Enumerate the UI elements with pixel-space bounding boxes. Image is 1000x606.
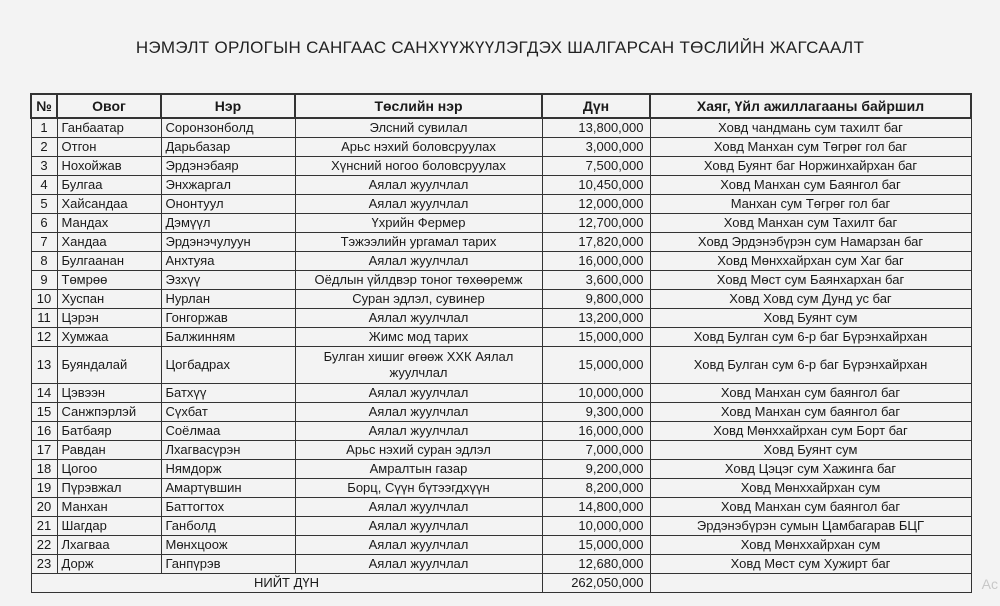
- row-surname: Ганбаатар: [57, 118, 161, 138]
- table-row: [31, 384, 971, 403]
- row-amount: 7,000,000: [542, 441, 650, 460]
- row-name: Ганпүрэв: [161, 555, 295, 574]
- table-row: [31, 309, 971, 328]
- row-name: Дэмүүл: [161, 214, 295, 233]
- row-project: Оёдлын үйлдвэр тоног төхөөремж: [295, 271, 542, 290]
- table-row: [31, 328, 971, 347]
- row-number: 5: [31, 195, 57, 214]
- row-name: Соёлмаа: [161, 422, 295, 441]
- row-number: 10: [31, 290, 57, 309]
- row-project: Жимс мод тарих: [295, 328, 542, 347]
- row-project: Аялал жуулчлал: [295, 252, 542, 271]
- row-name: Энхжаргал: [161, 176, 295, 195]
- row-surname: Батбаяр: [57, 422, 161, 441]
- row-surname: Булгаа: [57, 176, 161, 195]
- row-surname: Пүрэвжал: [57, 479, 161, 498]
- row-number: 3: [31, 157, 57, 176]
- table-header-row: [31, 94, 971, 118]
- row-amount: 13,800,000: [542, 118, 650, 138]
- row-location: Ховд Буянт сум: [650, 441, 971, 460]
- row-number: 20: [31, 498, 57, 517]
- row-name: Лхагвасүрэн: [161, 441, 295, 460]
- row-number: 23: [31, 555, 57, 574]
- row-number: 1: [31, 118, 57, 138]
- row-number: 22: [31, 536, 57, 555]
- row-project: Тэжээлийн ургамал тарих: [295, 233, 542, 252]
- row-project: Борц, Сүүн бүтээгдхүүн: [295, 479, 542, 498]
- row-name: Балжинням: [161, 328, 295, 347]
- document-title: НЭМЭЛТ ОРЛОГЫН САНГААС САНХҮҮЖҮҮЛЭГДЭХ ШАЛГАРСАН ТӨСЛИЙН ЖАГСААЛТ: [135, 38, 865, 57]
- row-surname: Хумжаа: [57, 328, 161, 347]
- row-number: 15: [31, 403, 57, 422]
- row-surname: Отгон: [57, 138, 161, 157]
- table-row: [31, 252, 971, 271]
- row-location: Ховд Булган сум 6-р баг Бүрэнхайрхан: [650, 347, 971, 384]
- table-row: [31, 176, 971, 195]
- header-amount: Дүн: [542, 94, 650, 118]
- row-number: 13: [31, 347, 57, 384]
- row-amount: 15,000,000: [542, 347, 650, 384]
- row-name: Нурлан: [161, 290, 295, 309]
- row-project: Аялал жуулчлал: [295, 555, 542, 574]
- row-amount: 15,000,000: [542, 328, 650, 347]
- row-amount: 13,200,000: [542, 309, 650, 328]
- table-row: [31, 214, 971, 233]
- row-project: Булган хишиг өгөөж ХХК Аялал жуулчлал: [295, 347, 542, 384]
- row-project: Үхрийн Фермер: [295, 214, 542, 233]
- row-surname: Равдан: [57, 441, 161, 460]
- row-amount: 12,680,000: [542, 555, 650, 574]
- row-amount: 10,000,000: [542, 384, 650, 403]
- table-row: [31, 118, 971, 138]
- row-name: Баттогтох: [161, 498, 295, 517]
- row-surname: Хайсандаа: [57, 195, 161, 214]
- row-surname: Лхагваа: [57, 536, 161, 555]
- row-name: Ганболд: [161, 517, 295, 536]
- row-name: Соронзонболд: [161, 118, 295, 138]
- row-name: Мөнхцоож: [161, 536, 295, 555]
- row-surname: Мандах: [57, 214, 161, 233]
- row-name: Ононтуул: [161, 195, 295, 214]
- row-name: Гонгоржав: [161, 309, 295, 328]
- row-location: Ховд Булган сум 6-р баг Бүрэнхайрхан: [650, 328, 971, 347]
- row-location: Манхан сум Төгрөг гол баг: [650, 195, 971, 214]
- row-number: 12: [31, 328, 57, 347]
- row-location: Ховд Мөст сум Хужирт баг: [650, 555, 971, 574]
- row-location: Ховд Манхан сум баянгол баг: [650, 498, 971, 517]
- row-project: Аялал жуулчлал: [295, 195, 542, 214]
- row-amount: 12,000,000: [542, 195, 650, 214]
- row-amount: 16,000,000: [542, 252, 650, 271]
- row-number: 14: [31, 384, 57, 403]
- row-name: Эрдэнэчулуун: [161, 233, 295, 252]
- row-number: 16: [31, 422, 57, 441]
- total-amount: 262,050,000: [542, 574, 650, 593]
- row-surname: Шагдар: [57, 517, 161, 536]
- row-number: 17: [31, 441, 57, 460]
- row-project: Аялал жуулчлал: [295, 536, 542, 555]
- table-row: [31, 422, 971, 441]
- row-name: Анхтуяа: [161, 252, 295, 271]
- row-name: Эрдэнэбаяр: [161, 157, 295, 176]
- row-amount: 7,500,000: [542, 157, 650, 176]
- row-name: Эзхүү: [161, 271, 295, 290]
- row-location: Ховд Мөнххайрхан сум Хаг баг: [650, 252, 971, 271]
- row-number: 6: [31, 214, 57, 233]
- table-row: [31, 157, 971, 176]
- row-amount: 16,000,000: [542, 422, 650, 441]
- project-list-table: [30, 93, 972, 593]
- row-surname: Хуспан: [57, 290, 161, 309]
- table-row: [31, 536, 971, 555]
- table-row: [31, 441, 971, 460]
- row-amount: 9,200,000: [542, 460, 650, 479]
- row-location: Ховд Буянт баг Норжинхайрхан баг: [650, 157, 971, 176]
- table-row: [31, 517, 971, 536]
- row-location: Ховд Буянт сум: [650, 309, 971, 328]
- row-surname: Манхан: [57, 498, 161, 517]
- header-name: Нэр: [161, 94, 295, 118]
- row-location: Ховд Мөнххайрхан сум Борт баг: [650, 422, 971, 441]
- row-location: Ховд Ховд сум Дунд ус баг: [650, 290, 971, 309]
- row-name: Цогбадрах: [161, 347, 295, 384]
- table-row: [31, 233, 971, 252]
- row-amount: 3,000,000: [542, 138, 650, 157]
- table-row: [31, 460, 971, 479]
- row-project: Аялал жуулчлал: [295, 422, 542, 441]
- table-row: [31, 290, 971, 309]
- row-surname: Цэвээн: [57, 384, 161, 403]
- row-name: Нямдорж: [161, 460, 295, 479]
- row-location: Ховд Цэцэг сум Хажинга баг: [650, 460, 971, 479]
- row-location: Ховд Манхан сум Баянгол баг: [650, 176, 971, 195]
- row-location: Ховд Мөнххайрхан сум: [650, 536, 971, 555]
- row-number: 21: [31, 517, 57, 536]
- row-location: Ховд Эрдэнэбүрэн сум Намарзан баг: [650, 233, 971, 252]
- row-amount: 15,000,000: [542, 536, 650, 555]
- row-location: Эрдэнэбүрэн сумын Цамбагарав БЦГ: [650, 517, 971, 536]
- row-location: Ховд Мөст сум Баянхархан баг: [650, 271, 971, 290]
- row-surname: Хандаа: [57, 233, 161, 252]
- row-project: Аялал жуулчлал: [295, 403, 542, 422]
- row-amount: 3,600,000: [542, 271, 650, 290]
- row-number: 11: [31, 309, 57, 328]
- table-row: [31, 555, 971, 574]
- row-amount: 12,700,000: [542, 214, 650, 233]
- row-number: 19: [31, 479, 57, 498]
- row-surname: Төмрөө: [57, 271, 161, 290]
- header-location: Хаяг, Үйл ажиллагааны байршил: [650, 94, 971, 118]
- row-amount: 14,800,000: [542, 498, 650, 517]
- table-row: [31, 138, 971, 157]
- header-project: Төслийн нэр: [295, 94, 542, 118]
- row-project: Аялал жуулчлал: [295, 517, 542, 536]
- row-number: 2: [31, 138, 57, 157]
- row-surname: Санжпэрлэй: [57, 403, 161, 422]
- row-location: Ховд Мөнххайрхан сум: [650, 479, 971, 498]
- table-row: [31, 271, 971, 290]
- row-project: Аялал жуулчлал: [295, 176, 542, 195]
- total-row: [31, 574, 971, 593]
- row-amount: 10,450,000: [542, 176, 650, 195]
- row-number: 8: [31, 252, 57, 271]
- row-project: Элсний сувилал: [295, 118, 542, 138]
- row-project: Аялал жуулчлал: [295, 498, 542, 517]
- row-name: Сүхбат: [161, 403, 295, 422]
- row-project: Аялал жуулчлал: [295, 384, 542, 403]
- row-name: Батхүү: [161, 384, 295, 403]
- table-row: [31, 195, 971, 214]
- row-surname: Дорж: [57, 555, 161, 574]
- watermark: Ac: [981, 576, 998, 592]
- row-surname: Буяндалай: [57, 347, 161, 384]
- row-amount: 9,300,000: [542, 403, 650, 422]
- row-amount: 17,820,000: [542, 233, 650, 252]
- row-project: Хүнсний ногоо боловсруулах: [295, 157, 542, 176]
- row-number: 4: [31, 176, 57, 195]
- row-surname: Цогоо: [57, 460, 161, 479]
- row-name: Амартүвшин: [161, 479, 295, 498]
- row-surname: Цэрэн: [57, 309, 161, 328]
- row-amount: 8,200,000: [542, 479, 650, 498]
- header-surname: Овог: [57, 94, 161, 118]
- table-row: [31, 479, 971, 498]
- table-row: [31, 403, 971, 422]
- row-location: Ховд Манхан сум Төгрөг гол баг: [650, 138, 971, 157]
- header-number: №: [31, 94, 57, 118]
- table-row: [31, 498, 971, 517]
- row-location: Ховд Манхан сум Тахилт баг: [650, 214, 971, 233]
- row-name: Дарьбазар: [161, 138, 295, 157]
- row-number: 9: [31, 271, 57, 290]
- row-project: Суран эдлэл, сувинер: [295, 290, 542, 309]
- row-amount: 10,000,000: [542, 517, 650, 536]
- row-project: Аялал жуулчлал: [295, 309, 542, 328]
- table-row: [31, 347, 971, 384]
- row-project: Арьс нэхий суран эдлэл: [295, 441, 542, 460]
- total-label: НИЙТ ДҮН: [31, 574, 542, 593]
- row-location: Ховд Манхан сум баянгол баг: [650, 384, 971, 403]
- row-number: 18: [31, 460, 57, 479]
- row-number: 7: [31, 233, 57, 252]
- row-surname: Булгаанан: [57, 252, 161, 271]
- row-location: Ховд Манхан сум баянгол баг: [650, 403, 971, 422]
- row-project: Арьс нэхий боловсруулах: [295, 138, 542, 157]
- row-location: Ховд чандмань сум тахилт баг: [650, 118, 971, 138]
- total-empty-cell: [650, 574, 971, 593]
- row-project: Амралтын газар: [295, 460, 542, 479]
- row-surname: Нохойжав: [57, 157, 161, 176]
- row-amount: 9,800,000: [542, 290, 650, 309]
